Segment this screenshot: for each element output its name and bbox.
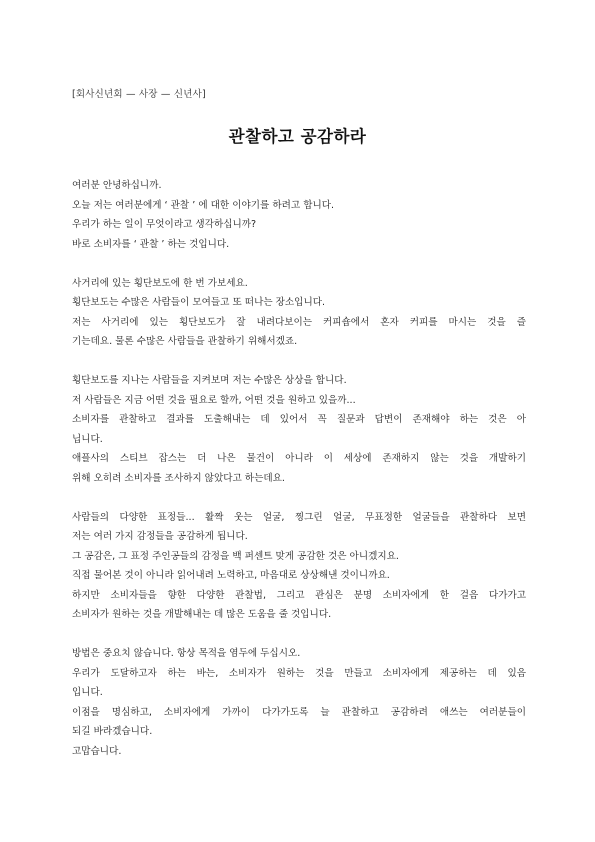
text-line: 이점을 명심하고, 소비자에게 가까이 다가가도록 늘 관찰하고 공감하려 애쓰는 여러분들이 (72, 706, 526, 718)
text-line: 저는 사거리에 있는 횡단보도가 잘 내려다보이는 커피숍에서 혼자 커피를 마시는 것을 즐 (72, 316, 526, 328)
text-line: 닙니다. (72, 433, 103, 445)
speech-body (72, 176, 526, 781)
text-line: 고맙습니다. (72, 745, 122, 757)
paragraph (72, 371, 526, 488)
text-line: 바로 소비자를 ‘ 관찰 ’ 하는 것입니다. (72, 238, 230, 250)
page-title: 관찰하고 공감하라 (228, 127, 367, 146)
text-line: 저 사람들은 지금 어떤 것을 필요로 할까, 어떤 것을 원하고 있을까... (72, 394, 356, 406)
text-line: 하지만 소비자들을 향한 다양한 관찰법, 그리고 관심은 분명 소비자에게 한 걸음 다가가고 (72, 589, 526, 601)
text-line: 애플사의 스티브 잡스는 더 나은 물건이 아니라 이 세상에 존재하지 않는 것을 개발하기 (72, 453, 526, 464)
paragraph (72, 644, 526, 761)
text-line: 오늘 저는 여러분에게 ‘ 관찰 ’ 에 대한 이야기를 하려고 합니다. (72, 199, 335, 211)
paragraph (72, 274, 526, 352)
text-line: 소비자가 원하는 것을 개발해내는 데 많은 도움을 줄 것입니다. (72, 609, 332, 620)
text-line: 입니다. (72, 687, 103, 698)
text-line: 소비자를 관찰하고 결과를 도출해내는 데 있어서 꼭 질문과 답변이 존재해야 하는 것은 아 (72, 414, 526, 425)
text-line: 직접 물어본 것이 아니라 읽어내려 노력하고, 마음대로 상상해낸 것이니까요. (72, 570, 390, 581)
text-line: 그 공감은, 그 표정 주인공들의 감정을 백 퍼센트 맞게 공감한 것은 아니겠지요. (72, 550, 399, 562)
text-line: 사거리에 있는 횡단보도에 한 번 가보세요. (72, 277, 248, 289)
text-line: 사람들의 다양한 표정들... 활짝 웃는 얼굴, 찡그린 얼굴, 무표정한 얼굴들을 관찰하다 보면 (72, 511, 526, 523)
text-line: 기는데요. 물론 수많은 사람들을 관찰하기 위해서겠죠. (72, 336, 298, 347)
text-line: 방법은 중요치 않습니다. 항상 목적을 염두에 두십시오. (72, 648, 301, 659)
text-line: 횡단보도는 수많은 사람들이 모여들고 또 떠나는 장소입니다. (72, 297, 326, 308)
text-line: 횡단보도를 지나는 사람들을 지켜보며 저는 수많은 상상을 합니다. (72, 375, 347, 386)
header-tag: [회사신년회 — 사장 — 신년사] (72, 89, 206, 100)
text-line: 여러분 안녕하십니까. (72, 180, 162, 191)
text-line: 되길 바라겠습니다. (72, 726, 153, 737)
text-line: 우리가 하는 일이 무엇이라고 생각하십니까? (72, 219, 257, 230)
paragraph (72, 176, 526, 254)
text-line: 우리가 도달하고자 하는 바는, 소비자가 원하는 것을 만들고 소비자에게 제공하는 데 있음 (72, 667, 526, 679)
paragraph (72, 508, 526, 625)
text-line: 저는 여러 가지 감정들을 공감하게 됩니다. (72, 531, 248, 542)
text-line: 위해 오히려 소비자를 조사하지 않았다고 하는데요. (72, 472, 285, 484)
